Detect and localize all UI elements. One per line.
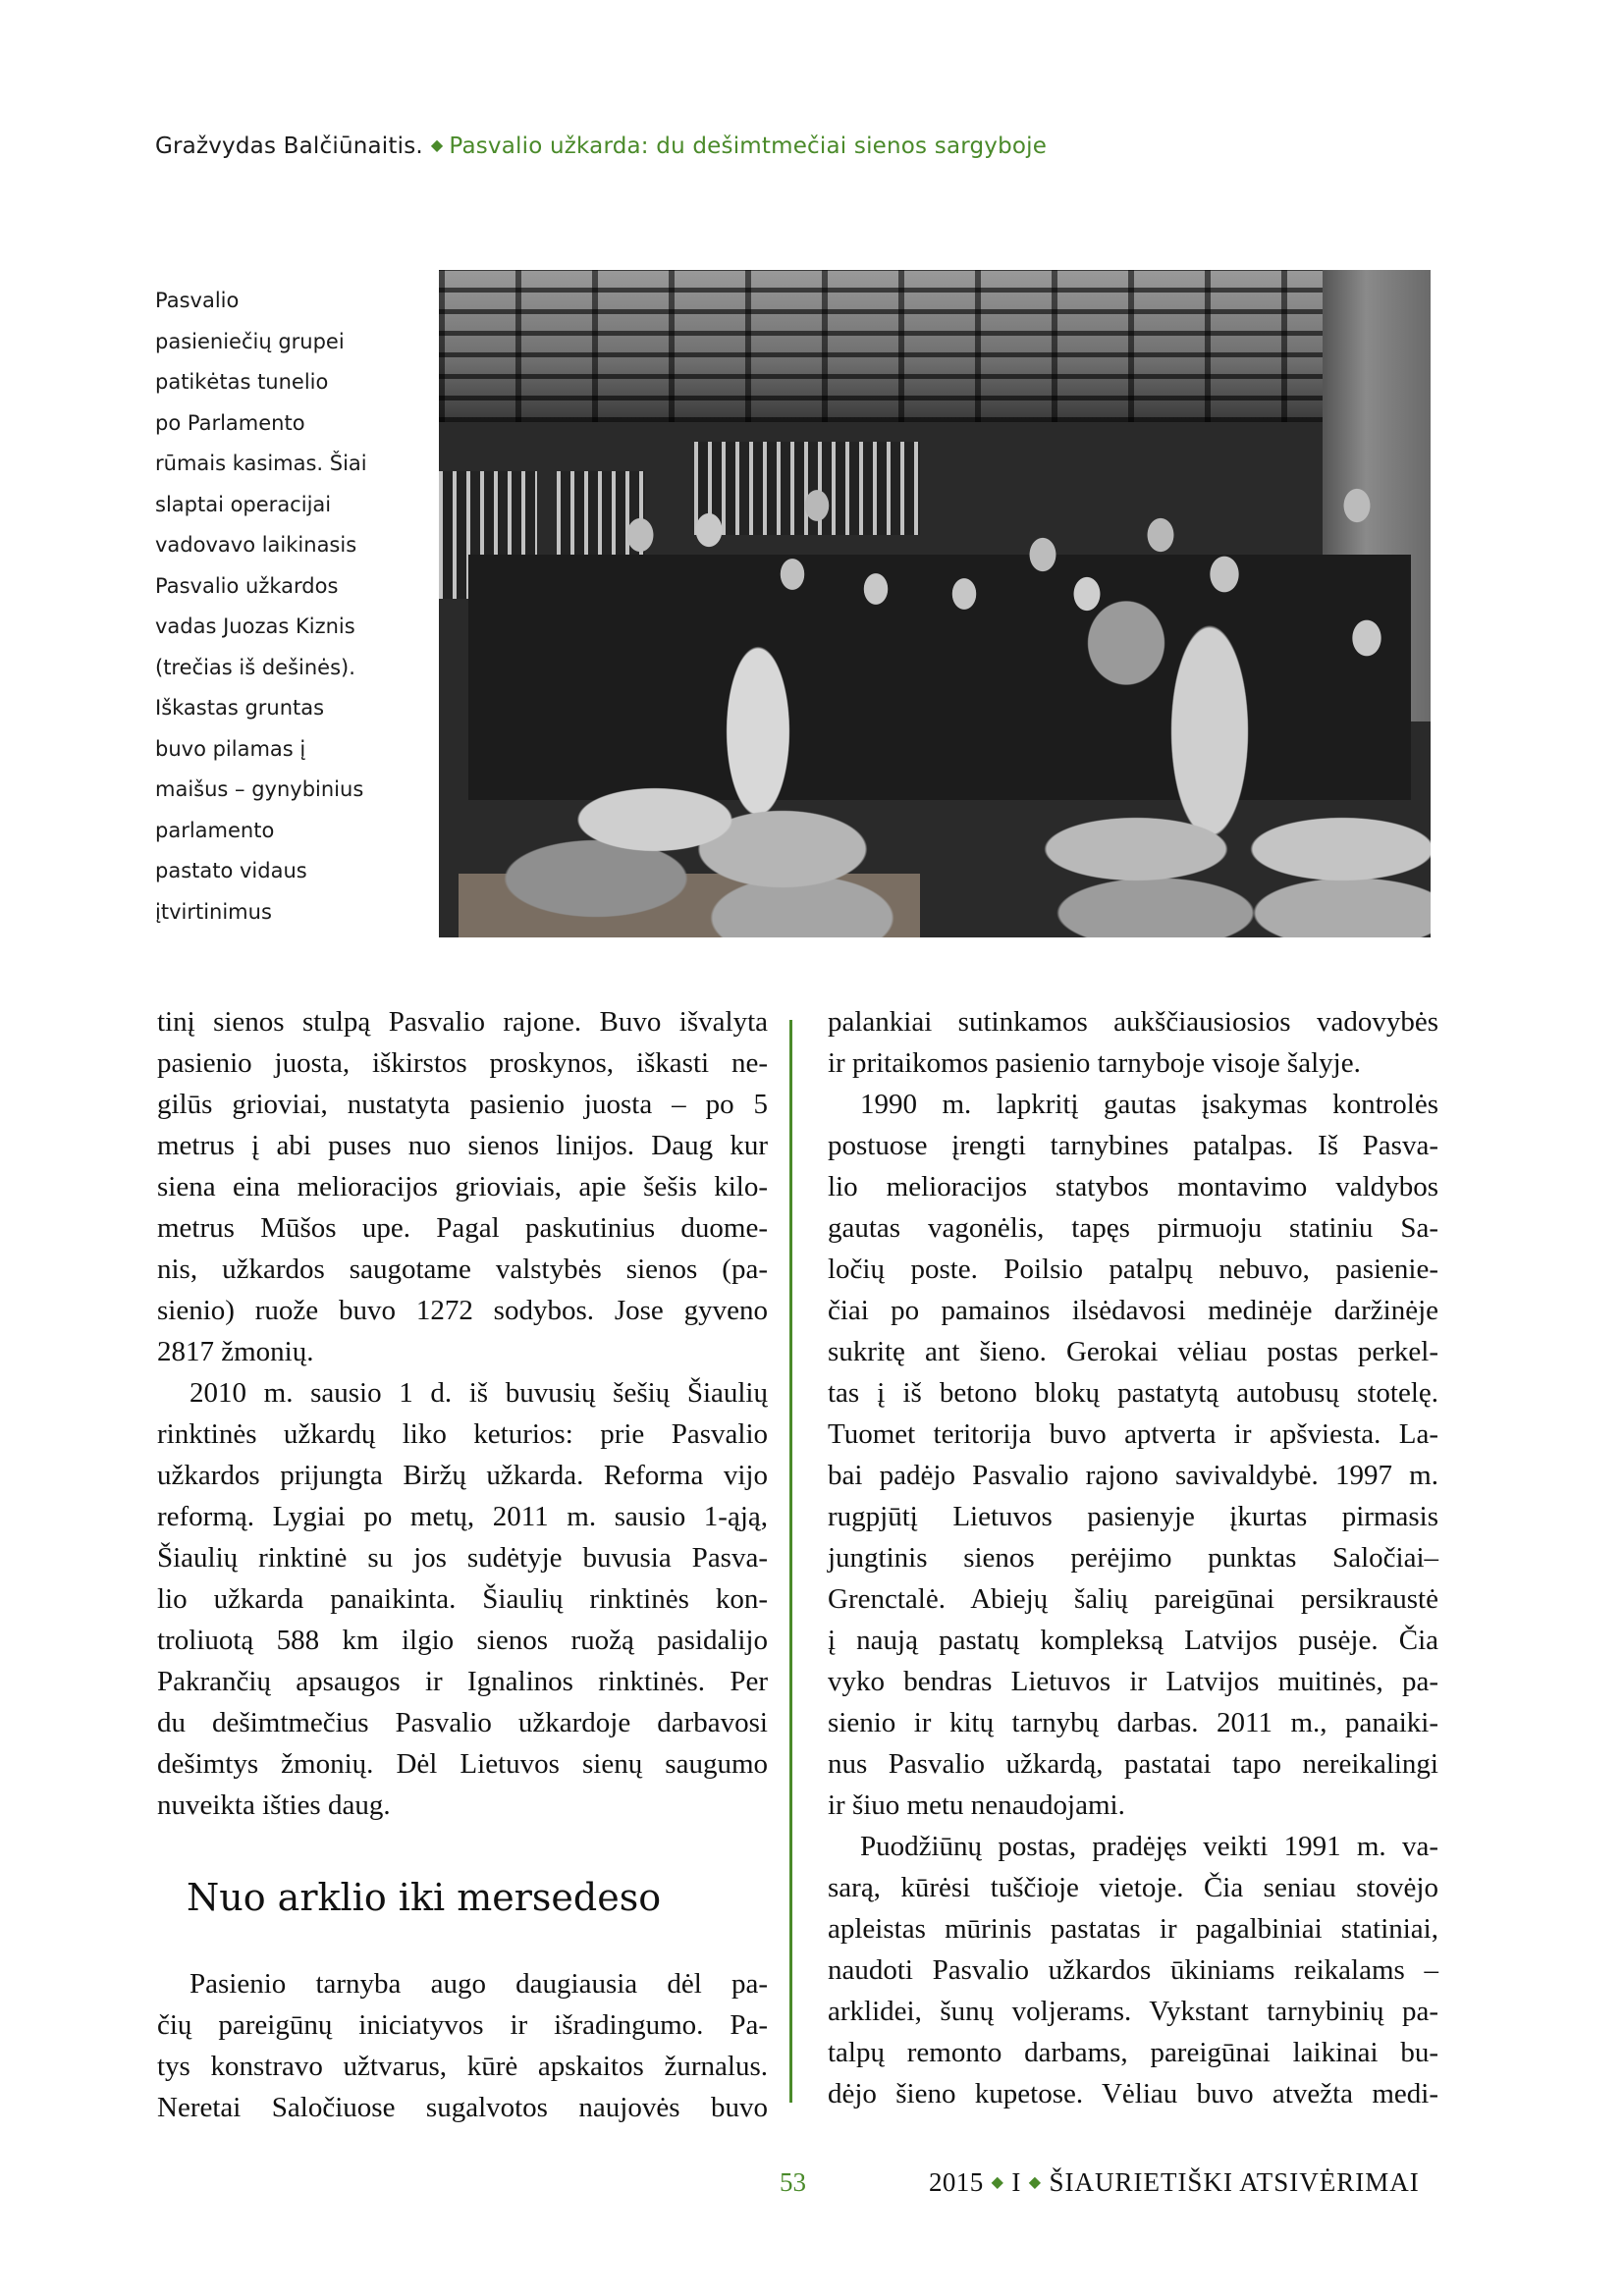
text-line: užkardos prijungta Biržų užkarda. Reforma vijo bbox=[157, 1460, 768, 1491]
caption-line: (trečias iš dešinės). bbox=[155, 655, 355, 679]
diamond-icon: ◆ bbox=[1028, 2174, 1042, 2191]
photo-sandbags-right bbox=[989, 810, 1431, 937]
photo-sandbags-left bbox=[459, 780, 920, 937]
text-line: ločių poste. Poilsio patalpų nebuvo, pasienie- bbox=[828, 1254, 1438, 1285]
text-line: nus Pasvalio užkardą, pastatai tapo nereikalingi bbox=[828, 1748, 1438, 1780]
text-line: jungtinis sienos perėjimo punktas Saločiai– bbox=[828, 1542, 1438, 1574]
text-line: Tuomet teritorija buvo aptverta ir apšviesta. La- bbox=[828, 1418, 1438, 1450]
text-line: Šiaulių rinktinė su jos sudėtyje buvusia Pasva- bbox=[157, 1542, 768, 1574]
text-line: siena eina melioracijos grioviais, apie šešis kilo- bbox=[157, 1171, 768, 1202]
diamond-icon: ◆ bbox=[991, 2174, 1004, 2191]
text-line: metrus į abi puses nuo sienos linijos. Daug kur bbox=[157, 1130, 768, 1161]
text-line: sarą, kūrėsi tuščioje vietoje. Čia seniau stovėjo bbox=[828, 1872, 1438, 1903]
text-line: čių pareigūnų iniciatyvos ir išradingumo. Pa- bbox=[157, 2009, 768, 2041]
text-line: ir šiuo metu nenaudojami. bbox=[828, 1789, 1125, 1821]
text-line: rinktinės užkardų liko keturios: prie Pasvalio bbox=[157, 1418, 768, 1450]
text-line: čiai po pamainos ilsėdavosi medinėje daržinėje bbox=[828, 1295, 1438, 1326]
paragraph bbox=[157, 1372, 768, 1826]
text-line: 1990 m. lapkritį gautas įsakymas kontrolės bbox=[860, 1089, 1438, 1120]
text-line: ir pritaikomos pasienio tarnyboje visoje šalyje. bbox=[828, 1047, 1361, 1079]
caption-line: pasieniečių grupei bbox=[155, 329, 345, 353]
running-head bbox=[155, 133, 1047, 159]
caption-line: įtvirtinimus bbox=[155, 899, 272, 924]
caption-line: vadas Juozas Kiznis bbox=[155, 614, 355, 638]
text-line: vyko bendras Lietuvos ir Latvijos muitinės, pa- bbox=[828, 1666, 1438, 1697]
text-line: Pasienio tarnyba augo daugiausia dėl pa- bbox=[189, 1968, 768, 2000]
text-line: tinį sienos stulpą Pasvalio rajone. Buvo išvalyta bbox=[157, 1006, 768, 1038]
paragraph bbox=[157, 1963, 768, 2128]
text-line: gautas vagonėlis, tapęs pirmuoju statiniu Sa- bbox=[828, 1212, 1438, 1244]
page-footer bbox=[0, 2167, 1624, 2207]
caption-line: Pasvalio užkardos bbox=[155, 573, 339, 598]
text-column-right bbox=[828, 1001, 1438, 2114]
footer-journal-title: ŠIAURIETIŠKI ATSIVĖRIMAI bbox=[1049, 2167, 1420, 2197]
caption-line: maišus – gynybinius bbox=[155, 777, 364, 801]
text-line: 2010 m. sausio 1 d. iš buvusių šešių Šiaulių bbox=[189, 1377, 768, 1409]
text-line: tys konstravo užtvarus, kūrė apskaitos žurnalus. bbox=[157, 2051, 768, 2082]
text-line: bai padėjo Pasvalio rajono savivaldybė. 1997 m. bbox=[828, 1460, 1438, 1491]
paragraph bbox=[828, 1084, 1438, 1826]
caption-line: rūmais kasimas. Šiai bbox=[155, 452, 367, 475]
caption-line: po Parlamento bbox=[155, 410, 305, 435]
caption-line: vadovavo laikinasis bbox=[155, 533, 357, 557]
paragraph bbox=[828, 1001, 1438, 1084]
running-head-title: Pasvalio užkarda: du dešimtmečiai sienos sargyboje bbox=[449, 133, 1048, 159]
caption-line: Pasvalio bbox=[155, 289, 240, 312]
text-line: troliuotą 588 km ilgio sienos ruožą pasidalijo bbox=[157, 1625, 768, 1656]
text-line: rugpjūtį Lietuvos pasienyje įkurtas pirmasis bbox=[828, 1501, 1438, 1532]
text-line: naudoti Pasvalio užkardos ūkiniams reikalams – bbox=[828, 1954, 1438, 1986]
text-line: Neretai Saločiuose sugalvotos naujovės buvo bbox=[157, 2092, 768, 2123]
text-line: sukritę ant šieno. Gerokai vėliau postas perkel- bbox=[828, 1336, 1438, 1367]
text-line: 2817 žmonių. bbox=[157, 1336, 314, 1367]
paragraph bbox=[157, 1001, 768, 1372]
section-heading: Nuo arklio iki mersedeso bbox=[187, 1876, 662, 1919]
footer-issue: I bbox=[1011, 2167, 1021, 2197]
text-line: sienio) ruože buvo 1272 sodybos. Jose gyveno bbox=[157, 1295, 768, 1326]
text-line: nis, užkardos saugotame valstybės sienos (pa- bbox=[157, 1254, 768, 1285]
text-line: arklidei, šunų voljerams. Vykstant tarnybinių pa- bbox=[828, 1996, 1438, 2027]
text-line: apleistas mūrinis pastatas ir pagalbiniai statiniai, bbox=[828, 1913, 1438, 1945]
text-line: į naują pastatų kompleksą Latvijos pusėje. Čia bbox=[828, 1625, 1438, 1656]
publication-info bbox=[929, 2167, 1420, 2198]
diamond-icon: ◆ bbox=[430, 135, 444, 154]
text-column-left bbox=[157, 1001, 768, 2128]
text-line: nuveikta išties daug. bbox=[157, 1789, 391, 1821]
text-line: Puodžiūnų postas, pradėjęs veikti 1991 m. va- bbox=[860, 1831, 1438, 1862]
text-line: dėjo šieno kupetose. Vėliau buvo atvežta medi- bbox=[828, 2078, 1438, 2109]
figure-caption bbox=[155, 281, 435, 933]
caption-line: parlamento bbox=[155, 818, 275, 842]
text-line: gilūs grioviai, nustatyta pasienio juosta – po 5 bbox=[157, 1089, 768, 1120]
caption-line: slaptai operacijai bbox=[155, 492, 332, 516]
caption-line: pastato vidaus bbox=[155, 859, 307, 882]
caption-line: Iškastas gruntas bbox=[155, 696, 325, 720]
footer-year: 2015 bbox=[929, 2167, 984, 2197]
page-number: 53 bbox=[780, 2167, 806, 2197]
paragraph bbox=[828, 1826, 1438, 2114]
text-line: Pakrančių apsaugos ir Ignalinos rinktinės. Per bbox=[157, 1666, 768, 1697]
figure-photo bbox=[439, 270, 1431, 937]
column-divider bbox=[789, 1020, 792, 2103]
caption-line: buvo pilamas į bbox=[155, 736, 306, 761]
text-line: Grenctalė. Abiejų šalių pareigūnai persikraustė bbox=[828, 1583, 1438, 1615]
text-line: postuose įrengti tarnybines patalpas. Iš Pasva- bbox=[828, 1130, 1438, 1161]
text-line: sienio ir kitų tarnybų darbas. 2011 m., panaiki- bbox=[828, 1707, 1438, 1738]
text-line: tas į iš betono blokų pastatytą autobusų stotelę. bbox=[828, 1377, 1438, 1409]
text-line: pasienio juosta, iškirstos proskynos, iškasti ne- bbox=[157, 1047, 768, 1079]
text-line: lio užkarda panaikinta. Šiaulių rinktinės kon- bbox=[157, 1583, 768, 1615]
caption-line: patikėtas tunelio bbox=[155, 370, 329, 394]
text-line: reformą. Lygiai po metų, 2011 m. sausio 1-ąją, bbox=[157, 1501, 768, 1532]
text-line: du dešimtmečius Pasvalio užkardoje darbavosi bbox=[157, 1707, 768, 1738]
text-line: palankiai sutinkamos aukščiausiosios vadovybės bbox=[828, 1006, 1438, 1038]
text-line: metrus Mūšos upe. Pagal paskutinius duome- bbox=[157, 1212, 768, 1244]
text-line: lio melioracijos statybos montavimo valdybos bbox=[828, 1171, 1438, 1202]
text-line: dešimtys žmonių. Dėl Lietuvos sienų saugumo bbox=[157, 1748, 768, 1780]
running-head-author: Gražvydas Balčiūnaitis. bbox=[155, 133, 423, 159]
text-line: talpų remonto darbams, pareigūnai laikinai bu- bbox=[828, 2037, 1438, 2068]
